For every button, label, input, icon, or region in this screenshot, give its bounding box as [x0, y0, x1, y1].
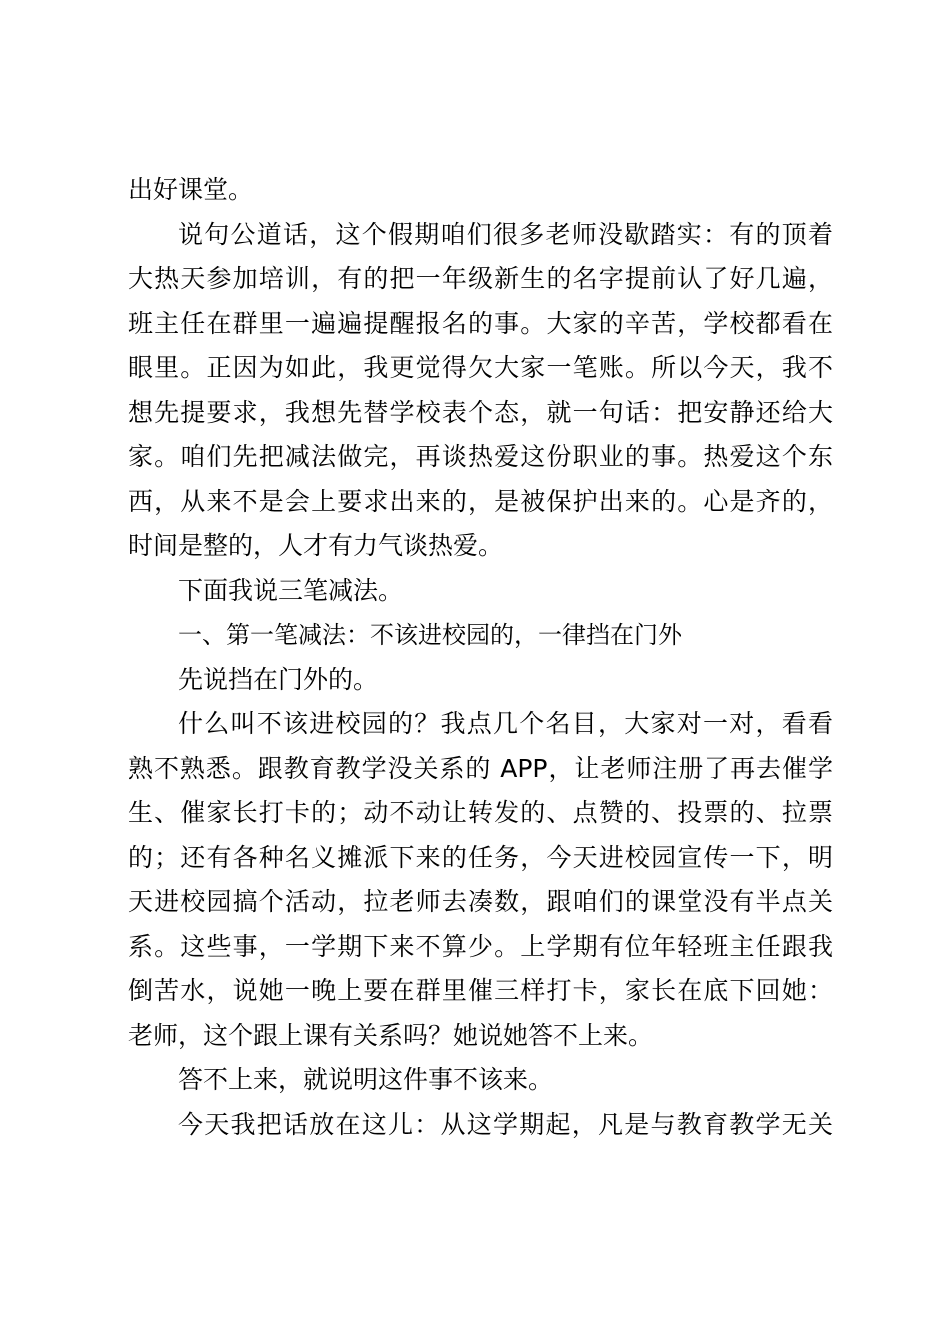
paragraph-line: 倒苦水，说她一晚上要在群里催三样打卡，家长在底下回她： [128, 976, 833, 1005]
paragraph-line: 老师，这个跟上课有关系吗？她说她答不上来。 [128, 1020, 654, 1050]
section-heading: 一、第一笔减法：不该进校园的，一律挡在门外 [178, 621, 682, 649]
paragraph-line: 生、催家长打卡的；动不动让转发的、点赞的、投票的、拉票 [128, 798, 833, 827]
paragraph-line: 家。咱们先把减法做完，再谈热爱这份职业的事。热爱这个东 [128, 442, 833, 471]
paragraph-line: 系。这些事，一学期下来不算少。上学期有位年轻班主任跟我 [128, 931, 833, 961]
paragraph-line: 西，从来不是会上要求出来的，是被保护出来的。心是齐的， [128, 486, 833, 516]
paragraph-line: 什么叫不该进校园的？我点几个名目，大家对一对，看看 [178, 709, 833, 738]
paragraph-line: 眼里。正因为如此，我更觉得欠大家一笔账。所以今天，我不 [128, 353, 833, 382]
paragraph-line: 说句公道话，这个假期咱们很多老师没歇踏实：有的顶着 [178, 219, 833, 249]
paragraph-line: 先说挡在门外的。 [178, 664, 379, 694]
document-page [128, 168, 833, 1147]
paragraph-line: 答不上来，就说明这件事不该来。 [178, 1065, 554, 1094]
paragraph-line: 的；还有各种名义摊派下来的任务，今天进校园宣传一下，明 [128, 842, 833, 872]
paragraph-line: 想先提要求，我想先替学校表个态，就一句话：把安静还给大 [128, 397, 833, 427]
paragraph-line: 今天我把话放在这儿：从这学期起，凡是与教育教学无关 [178, 1109, 833, 1139]
paragraph-line: 天进校园搞个活动，拉老师去凑数，跟咱们的课堂没有半点关 [128, 887, 833, 916]
paragraph-line: 大热天参加培训，有的把一年级新生的名字提前认了好几遍， [128, 264, 833, 293]
paragraph-line: 班主任在群里一遍遍提醒报名的事。大家的辛苦，学校都看在 [128, 308, 833, 338]
paragraph-line: 时间是整的，人才有力气谈热爱。 [128, 531, 504, 560]
paragraph-line: 出好课堂。 [128, 175, 254, 204]
paragraph-line: 熟不熟悉。跟教育教学没关系的 APP，让老师注册了再去催学 [128, 753, 833, 783]
paragraph-line: 下面我说三笔减法。 [178, 575, 404, 605]
